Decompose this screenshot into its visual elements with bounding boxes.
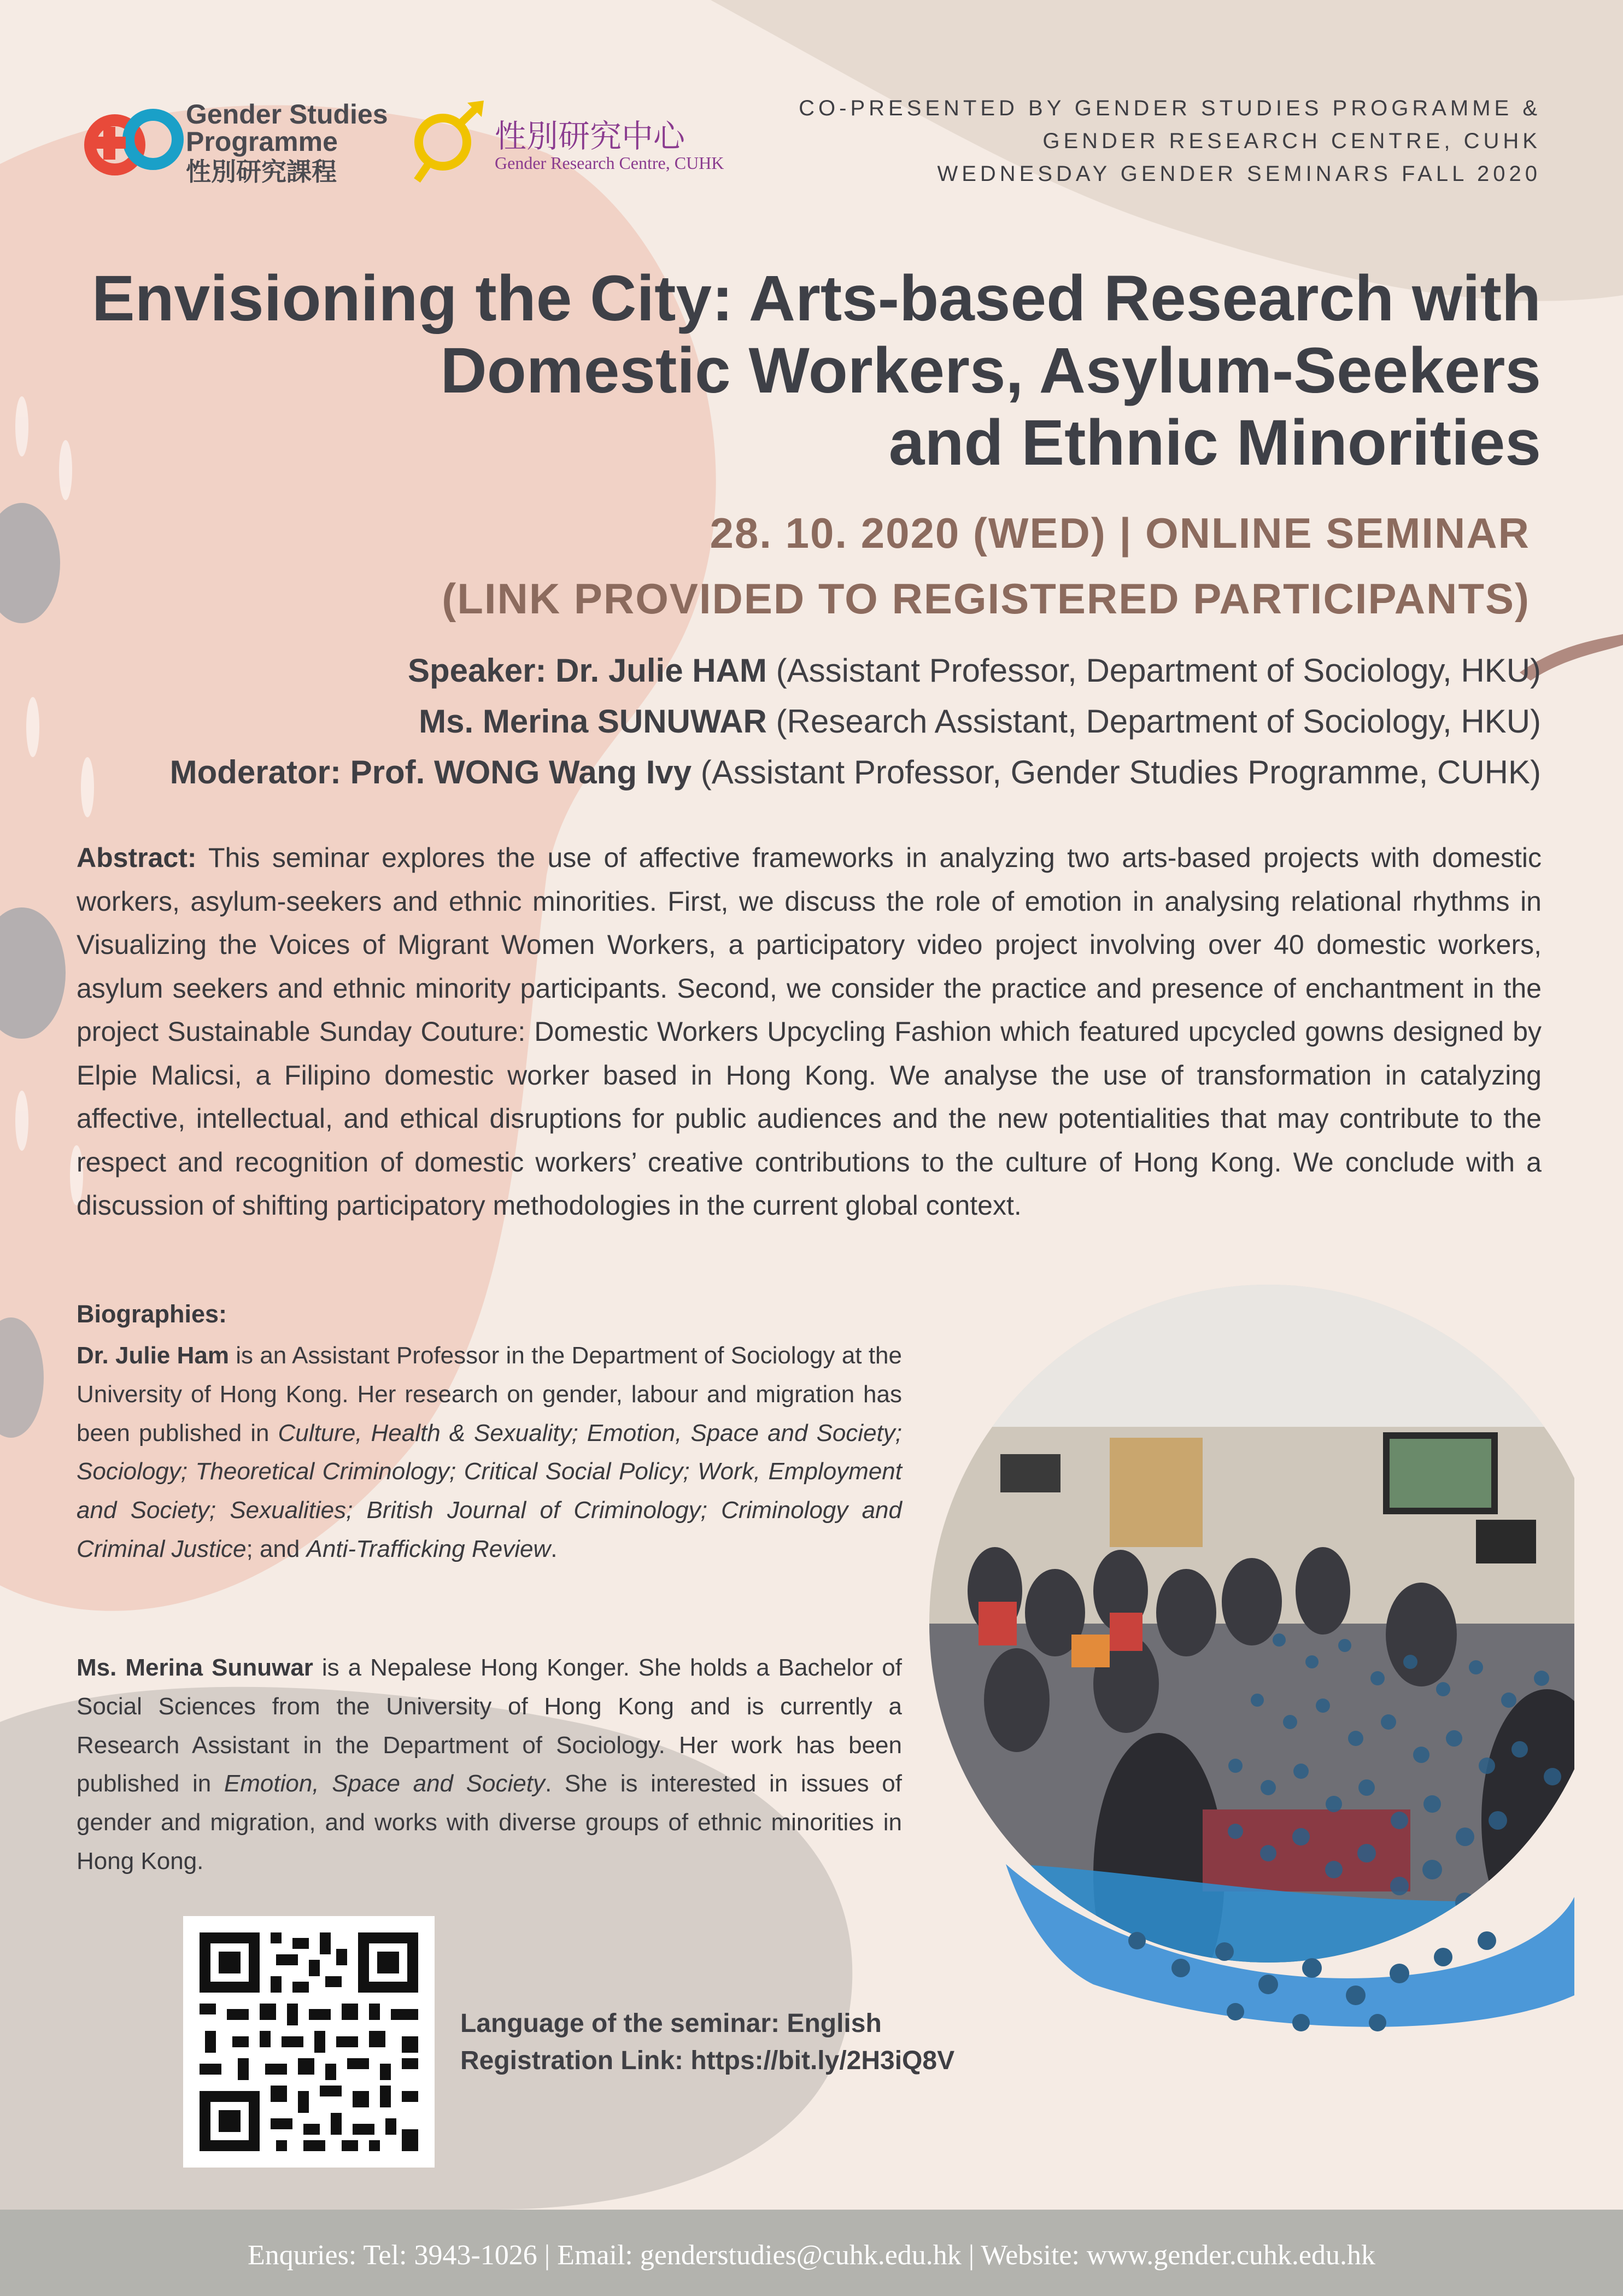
- event-details: [109, 500, 1530, 631]
- speaker-1-name: Speaker: Dr. Julie HAM: [408, 652, 767, 689]
- moderator-role: (Assistant Professor, Gender Studies Programme, CUHK): [692, 754, 1541, 790]
- footer-contact: Enquries: Tel: 3943-1026 | Email: genderstudies@cuhk.edu.hk | Website: www.gender.cuhk.edu.hk: [248, 2240, 1375, 2271]
- grc-logo-text-zh: 性別研究中心: [495, 118, 685, 155]
- moderator: [10, 747, 1541, 798]
- speaker-1: [10, 645, 1541, 696]
- bio-ham-name: Dr. Julie Ham: [77, 1342, 229, 1369]
- abstract-text: This seminar explores the use of affective frameworks in analyzing two arts-based projects with domestic workers, asylum-seekers and ethnic minorities. First, we discuss the role of emotion in analysing relational rhythms in Visualizing the Voices of Migrant Women Workers, a participatory video project involving over 40 domestic workers, asylum seekers and ethnic minority participants. Second, we consider the practice and presence of enchantment in the project Sustainable Sunday Couture: Domestic Workers Upcycling Fashion which featured upcycled gowns designed by Elpie Malicsi, a Filipino domestic worker based in Hong Kong. We analyse the use of transformation in catalyzing affective, intellectual, and ethical disruptions for public audiences and the new potentialities that may contribute to the respect and recognition of domestic workers’ creative contributions to the culture of Hong Kong. We conclude with a discussion of shifting participatory methodologies in the current global context.: [77, 842, 1542, 1221]
- bio-julie-ham: [77, 1337, 902, 1569]
- title-line-3: and Ethnic Minorities: [888, 407, 1541, 479]
- header-line-3: WEDNESDAY GENDER SEMINARS FALL 2020: [937, 162, 1541, 186]
- abstract: [77, 836, 1542, 1228]
- speakers-block: [10, 645, 1541, 798]
- bio-ham-journals-1: Culture, Health & Sexuality; Emotion, Space and Society; Sociology; Theoretical Criminology; Critical Social Policy; Work, Employment and Society; Sexualities; British Journal of Criminology; Criminology and Criminal Justice: [77, 1419, 902, 1562]
- grc-symbol-icon: [407, 98, 489, 186]
- seminar-title: [65, 262, 1541, 479]
- workshop-photo: [929, 1285, 1574, 2039]
- registration-info: [460, 2005, 954, 2080]
- registration-qr-code[interactable]: [183, 1916, 435, 2168]
- bio-sunuwar-journal: Emotion, Space and Society: [224, 1770, 545, 1797]
- bio-ham-text-1: is an Assistant Professor in the Department of Sociology at the University of Hong Kong. Her research on gender, labour and migration has been published in: [77, 1342, 902, 1446]
- bio-sunuwar-text-1: is a Nepalese Hong Konger. She holds a Bachelor of Social Sciences from the University of Hong Kong and is currently a Research Assistant in the Department of Sociology. Her work has been published in: [77, 1654, 902, 1797]
- header-line-2: GENDER RESEARCH CENTRE, CUHK: [1042, 129, 1541, 153]
- gsp-logo-text-zh: 性別研究課程: [186, 157, 337, 186]
- speaker-2: [10, 696, 1541, 747]
- seminar-language: Language of the seminar: English: [460, 2009, 882, 2038]
- biographies-heading: Biographies:: [77, 1300, 227, 1328]
- gender-research-centre-logo: [407, 98, 763, 191]
- bio-ham-journals-2: Anti-Trafficking Review: [306, 1535, 551, 1562]
- co-presented-header: [799, 92, 1541, 190]
- bio-sunuwar-name: Ms. Merina Sunuwar: [77, 1654, 313, 1681]
- speaker-1-role: (Assistant Professor, Department of Sociology, HKU): [766, 652, 1541, 689]
- speaker-2-name: Ms. Merina SUNUWAR: [419, 703, 767, 740]
- gsp-symbol-icon: [77, 98, 186, 186]
- grc-logo-text-en: Gender Research Centre, CUHK: [495, 153, 724, 173]
- title-line-2: Domestic Workers, Asylum-Seekers: [440, 335, 1541, 407]
- registration-link[interactable]: Registration Link: https://bit.ly/2H3iQ8V: [460, 2046, 955, 2075]
- event-date-line: 28. 10. 2020 (WED) | ONLINE SEMINAR: [710, 509, 1530, 557]
- title-line-1: Envisioning the City: Arts-based Research with: [91, 262, 1541, 335]
- bio-merina-sunuwar: [77, 1649, 902, 1881]
- gsp-logo-text-en: Gender Studies Programme: [186, 99, 388, 157]
- footer-bar: [0, 2210, 1623, 2296]
- abstract-label: Abstract:: [77, 842, 197, 873]
- header-line-1: CO-PRESENTED BY GENDER STUDIES PROGRAMME &: [799, 96, 1541, 120]
- bio-sunuwar-text-2: . She is interested in issues of gender and migration, and works with diverse groups of ethnic minorities in Hong Kong.: [77, 1770, 902, 1875]
- gender-studies-programme-logo: [77, 98, 394, 191]
- bio-ham-text-2: ; and: [246, 1535, 307, 1562]
- moderator-name: Moderator: Prof. WONG Wang Ivy: [169, 754, 692, 790]
- bio-ham-text-3: .: [550, 1535, 558, 1562]
- speaker-2-role: (Research Assistant, Department of Sociology, HKU): [766, 703, 1541, 740]
- event-link-note: (LINK PROVIDED TO REGISTERED PARTICIPANTS): [442, 575, 1530, 623]
